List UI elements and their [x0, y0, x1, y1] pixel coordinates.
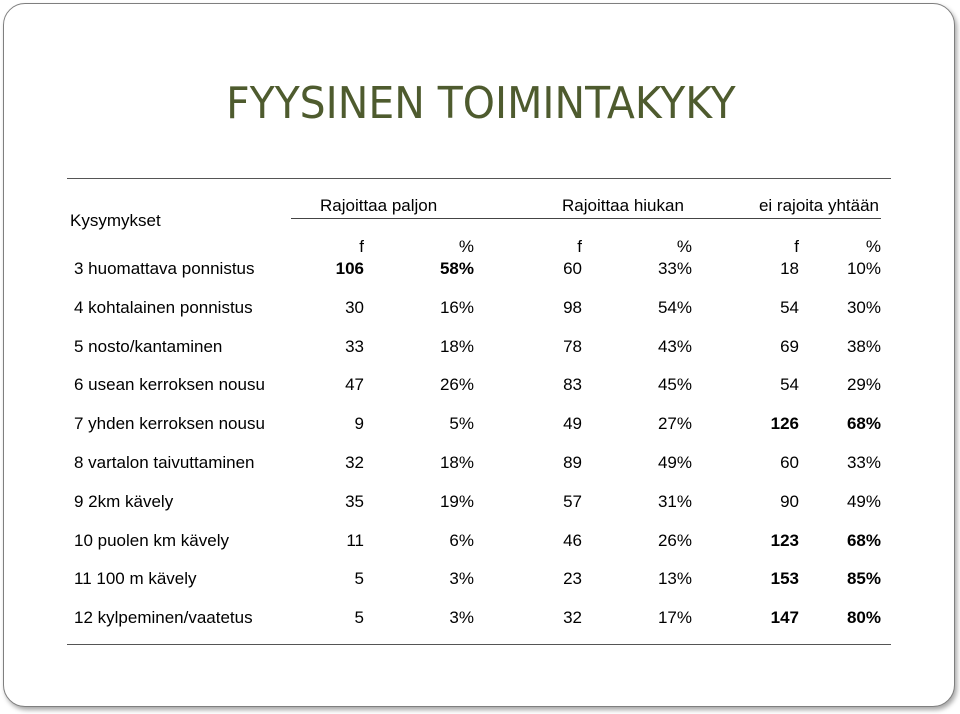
cell-f-rajoittaa-hiukan: 23 — [563, 569, 582, 588]
cell-f-rajoittaa-paljon: 30 — [345, 298, 364, 317]
cell-f-rajoittaa-hiukan: 89 — [563, 453, 582, 472]
row-label: 12 kylpeminen/vaatetus — [74, 608, 253, 627]
cell-percent-rajoittaa-paljon: 16% — [439, 298, 474, 317]
cell-f-rajoittaa-paljon: 9 — [354, 414, 364, 433]
cell-percent-rajoittaa-hiukan: 17% — [657, 608, 692, 627]
group-header-rajoittaa-paljon: Rajoittaa paljon — [320, 196, 438, 215]
subheader-f-2: f — [577, 237, 582, 256]
cell-f-ei-rajoita: 126 — [770, 414, 799, 433]
cell-f-rajoittaa-paljon: 33 — [345, 337, 364, 356]
question-column-header: Kysymykset — [70, 211, 161, 230]
cell-percent-rajoittaa-paljon: 5% — [449, 414, 474, 433]
cell-f-rajoittaa-hiukan: 98 — [563, 298, 582, 317]
cell-percent-ei-rajoita: 30% — [846, 298, 881, 317]
cell-f-rajoittaa-hiukan: 49 — [563, 414, 582, 433]
cell-percent-ei-rajoita: 49% — [846, 492, 881, 511]
cell-f-rajoittaa-hiukan: 32 — [563, 608, 582, 627]
row-label: 6 usean kerroksen nousu — [74, 375, 265, 394]
subheader-percent-1: % — [458, 237, 474, 256]
row-label: 8 vartalon taivuttaminen — [74, 453, 255, 472]
cell-f-ei-rajoita: 60 — [780, 453, 799, 472]
cell-percent-rajoittaa-hiukan: 49% — [657, 453, 692, 472]
cell-percent-rajoittaa-paljon: 19% — [439, 492, 474, 511]
cell-percent-ei-rajoita: 85% — [846, 569, 881, 588]
cell-f-ei-rajoita: 69 — [780, 337, 799, 356]
cell-percent-rajoittaa-paljon: 18% — [439, 453, 474, 472]
cell-percent-rajoittaa-paljon: 3% — [449, 608, 474, 627]
cell-f-rajoittaa-paljon: 5 — [354, 608, 364, 627]
cell-f-rajoittaa-hiukan: 60 — [563, 259, 582, 278]
cell-percent-rajoittaa-hiukan: 31% — [657, 492, 692, 511]
cell-f-ei-rajoita: 54 — [780, 375, 799, 394]
cell-percent-rajoittaa-hiukan: 54% — [657, 298, 692, 317]
group-header-ei-rajoita: ei rajoita yhtään — [758, 196, 879, 215]
cell-f-rajoittaa-hiukan: 83 — [563, 375, 582, 394]
subheader-percent-2: % — [676, 237, 692, 256]
cell-percent-rajoittaa-hiukan: 43% — [657, 337, 692, 356]
cell-f-rajoittaa-paljon: 106 — [335, 259, 364, 278]
cell-f-ei-rajoita: 54 — [780, 298, 799, 317]
group-header-rajoittaa-hiukan: Rajoittaa hiukan — [562, 196, 684, 215]
row-label: 11 100 m kävely — [74, 569, 197, 588]
cell-percent-ei-rajoita: 10% — [846, 259, 881, 278]
cell-percent-rajoittaa-paljon: 58% — [439, 259, 474, 278]
cell-f-ei-rajoita: 90 — [780, 492, 799, 511]
cell-f-ei-rajoita: 123 — [770, 531, 799, 550]
cell-percent-ei-rajoita: 68% — [846, 414, 881, 433]
row-label: 3 huomattava ponnistus — [74, 259, 255, 278]
cell-f-rajoittaa-paljon: 47 — [345, 375, 364, 394]
cell-f-rajoittaa-paljon: 11 — [346, 531, 364, 550]
row-label: 10 puolen km kävely — [74, 531, 229, 550]
row-label: 5 nosto/kantaminen — [74, 337, 223, 356]
cell-f-ei-rajoita: 18 — [780, 259, 799, 278]
group-header-underline — [291, 218, 881, 219]
cell-percent-ei-rajoita: 29% — [846, 375, 881, 394]
row-label: 4 kohtalainen ponnistus — [74, 298, 253, 317]
subheader-f-3: f — [794, 237, 799, 256]
cell-percent-rajoittaa-hiukan: 13% — [657, 569, 692, 588]
cell-percent-rajoittaa-hiukan: 27% — [657, 414, 692, 433]
subheader-f-1: f — [359, 237, 364, 256]
cell-percent-rajoittaa-hiukan: 26% — [657, 531, 692, 550]
cell-f-rajoittaa-hiukan: 78 — [563, 337, 582, 356]
results-table — [4, 4, 954, 706]
cell-f-ei-rajoita: 147 — [770, 608, 799, 627]
row-label: 7 yhden kerroksen nousu — [74, 414, 265, 433]
cell-percent-rajoittaa-hiukan: 45% — [657, 375, 692, 394]
cell-percent-ei-rajoita: 33% — [846, 453, 881, 472]
cell-f-rajoittaa-paljon: 32 — [345, 453, 364, 472]
cell-percent-ei-rajoita: 80% — [846, 608, 881, 627]
cell-f-rajoittaa-hiukan: 57 — [563, 492, 582, 511]
cell-f-ei-rajoita: 153 — [770, 569, 799, 588]
cell-f-rajoittaa-paljon: 35 — [345, 492, 364, 511]
cell-f-rajoittaa-hiukan: 46 — [563, 531, 582, 550]
cell-percent-rajoittaa-paljon: 3% — [449, 569, 474, 588]
subheader-percent-3: % — [865, 237, 881, 256]
slide — [3, 3, 955, 707]
cell-percent-ei-rajoita: 68% — [846, 531, 881, 550]
cell-percent-rajoittaa-paljon: 26% — [439, 375, 474, 394]
cell-percent-rajoittaa-paljon: 18% — [439, 337, 474, 356]
cell-percent-rajoittaa-hiukan: 33% — [657, 259, 692, 278]
cell-percent-rajoittaa-paljon: 6% — [449, 531, 474, 550]
slide-title: FYYSINEN TOIMINTAKYKY — [226, 78, 736, 129]
cell-percent-ei-rajoita: 38% — [846, 337, 881, 356]
cell-f-rajoittaa-paljon: 5 — [354, 569, 364, 588]
row-label: 9 2km kävely — [74, 492, 174, 511]
